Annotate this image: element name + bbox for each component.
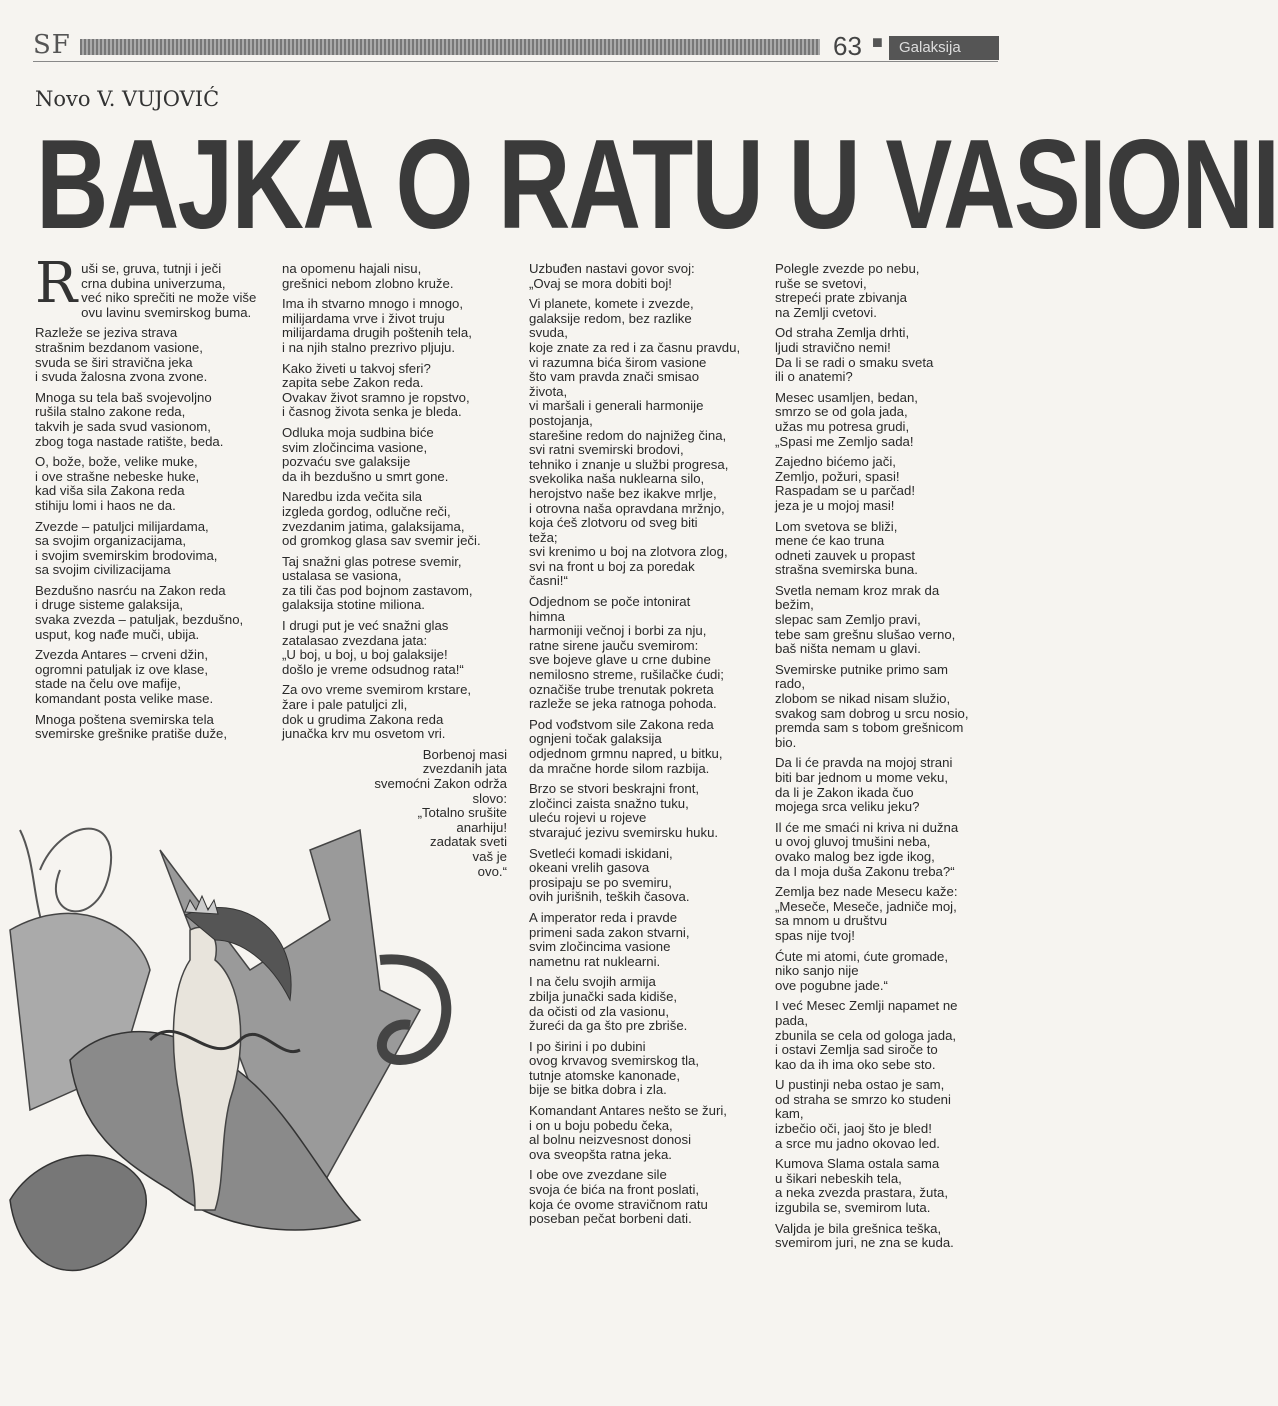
stanza: Vi planete, komete i zvezde, galaksije redom, bez razlike svuda, koje znate za red i za časnu pravdu, vi razumna bića širom vasione što vam pravda znači smisao života, vi maršali i generali harmonije postojanja, starešine redom do najnižeg čina, svi ratni svemirski brodovi, tehniko i znanje u službi progresa, svekolika naša nuklearna silo, herojstvo naše bez ikakve mrlje, i otrovna naša opravdana mržnjo, koja ćeš zlotvoru od sveg biti teža; svi krenimo u boj na zlotvora zlog, svi na front u boj za poredak časni!“ — [529, 296, 741, 589]
stanza: I po širini i po dubini ovog krvavog svemirskog tla, tutnje atomske kanonade, bije se bitka dobra i zla. — [529, 1038, 700, 1098]
stanza: I drugi put je već snažni glas zatalasao zvezdana jata: „U boj, u boj, u boj galaksije! došlo je vreme odsudnog rata!“ — [282, 618, 464, 677]
article-title: BAJKA O RATU U VASIONI — [36, 113, 1278, 257]
stanza: Kako živeti u takvoj sferi? zapita sebe Zakon reda. Ovakav život sramno je ropstvo, i časnog života senka je bleda. — [282, 360, 470, 420]
stanza: A imperator reda i pravde primeni sada zakon stvarni, svim zločincima vasione nametnu rat nuklearni. — [529, 909, 690, 969]
stanza: Zvezde – patuljci milijardama, sa svojim organizacijama, i svojim svemirskim brodovima, sa svojim civilizacijama — [35, 518, 218, 578]
stanza: Svetla nemam kroz mrak da bežim, slepac sam Zemljo pravi, tebe sam grešnu slušao verno, baš ništa nemam u glavi. — [775, 582, 956, 657]
page-number: 63 — [833, 31, 862, 61]
stanza: Naredbu izda večita sila izgleda gordog, odlučne reči, zvezdanim jatima, galaksijama, od gromkog glasa sav svemir ječi. — [282, 489, 481, 549]
stanza: Pod vođstvom sile Zakona reda ognjeni točak galaksija odjednom grmnu napred, u bitku, da mračne horde silom razbija. — [529, 716, 723, 776]
stanza: Svemirske putnike primo sam rado, zlobom se nikad nisam služio, svakog sam dobrog u srcu nosio, premda sam s tobom grešnicom bio. — [775, 661, 969, 750]
stanza: Zajedno bićemo jači, Zemljo, požuri, spasi! Raspadam se u parčad! jeza je u mojoj masi! — [775, 454, 916, 513]
drop-cap: R — [35, 251, 78, 316]
stanza: Mnoga poštena svemirska tela svemirske grešnike pratiše duže, — [35, 711, 228, 742]
stanza: I obe ove zvezdane sile svoja će bića na front poslati, koja će ovome stravičnom ratu poseban pečat borbeni dati. — [529, 1167, 708, 1227]
stanza: Od straha Zemlja drhti, ljudi stravično nemi! Da li se radi o smaku sveta ili o anatemi? — [775, 325, 934, 385]
stanza: Taj snažni glas potrese svemir, ustalasa se vasiona, za tili čas pod bojnom zastavom, galaksija stotine miliona. — [282, 553, 473, 613]
column-1 — [35, 251, 260, 748]
section-label: SF — [33, 30, 71, 60]
stanza: na opomenu hajali nisu, grešnici nebom zlobno kruže. — [282, 261, 454, 291]
stanza: Zemlja bez nade Mesecu kaže: „Meseče, Meseče, jadniče moj, sa mnom u društvu spas nije tvoj! — [775, 884, 958, 943]
bullet-icon: ■ — [872, 32, 883, 52]
column-2 — [282, 262, 507, 885]
header-pattern-bar — [80, 39, 820, 55]
stanza: Odluka moja sudbina biće svim zločincima vasione, pozvaću sve galaksije da ih bezdušno u smrt gone. — [282, 424, 449, 484]
author-name: Novo V. VUJOVIĆ — [35, 87, 220, 111]
stanza: Zvezda Antares – crveni džin, ogromni patuljak iz ove klase, stade na čelu ove mafije, komandant posta velike mase. — [35, 647, 214, 707]
stanza: Polegle zvezde po nebu, ruše se svetovi, strepeći prate zbivanja na Zemlji cvetovi. — [775, 261, 920, 320]
stanza: Odjednom se poče intonirat himna harmoniji večnoj i borbi za nju, ratne sirene jauču svemirom: sve bojeve glave u crne dubine nemilosno streme, rušilačke ćudi; označiše trube trenutak pokreta razleže se jeka ratnoga pohoda. — [529, 594, 724, 712]
stanza: Lom svetova se bliži, mene će kao truna odneti zauvek u propast strašna svemirska buna. — [775, 518, 918, 578]
stanza-right-aligned: Borbenoj masi zvezdanih jata svemoćni Zakon održa slovo: „Totalno srušite anarhiju! zadatak sveti vaš je ovo.“ — [374, 746, 507, 879]
stanza: Ruši se, gruva, tutnji i ječi crna dubina univerzuma, već niko sprečiti ne može više ovu lavinu svemirskog buma. — [35, 251, 257, 320]
stanza: Komandant Antares nešto se žuri, i on u boju pobedu čeka, al bolnu neizvesnost donosi ova sveopšta ratna jeka. — [529, 1103, 727, 1162]
dragon-illustration — [0, 810, 470, 1310]
stanza: Il će me smaći ni kriva ni dužna u ovoj gluvoj tmušini neba, ovako malog bez igde ikog, da I moja duša Zakonu treba?“ — [775, 819, 959, 879]
stanza: Da li će pravda na mojoj strani biti bar jednom u mome veku, da li je Zakon ikada čuo mojega srca veliku jeku? — [775, 755, 953, 815]
magazine-name: Galaksija — [889, 36, 999, 60]
stanza: Bezdušno nasrću na Zakon reda i druge sisteme galaksija, svaka zvezda – patuljak, bezdušno, usput, kog nađe muči, ubija. — [35, 582, 244, 642]
stanza: Za ovo vreme svemirom krstare, žare i pale patuljci zli, dok u grudima Zakona reda junačka krv mu osvetom vri. — [282, 682, 472, 742]
stanza: O, bože, bože, velike muke, i ove strašne nebeske huke, kad viša sila Zakona reda stihiju lomi i haos ne da. — [35, 454, 200, 513]
stanza: Valjda je bila grešnica teška, svemirom juri, ne zna se kuda. — [775, 1220, 954, 1251]
column-3 — [529, 262, 757, 1233]
stanza: Svetleći komadi iskidani, okeani vrelih gasova prosipaju se po svemiru, ovih jurišnih, teških časova. — [529, 845, 690, 905]
dragon-head — [10, 1155, 146, 1270]
stanza: Kumova Slama ostala sama u šikari nebeskih tela, a neka zvezda prastara, žuta, izgubila se, svemirom luta. — [775, 1156, 949, 1216]
stanza: Ćute mi atomi, ćute gromade, niko sanjo nije ove pogubne jade.“ — [775, 948, 948, 993]
stanza: I na čelu svojih armija zbilja junački sada kidiše, da očisti od zla vasionu, žureći da ga što pre zbriše. — [529, 974, 688, 1034]
stanza: Razleže se jeziva strava strašnim bezdanom vasione, svuda se širi stravična jeka i svuda žalosna zvona zvone. — [35, 325, 208, 385]
stanza: Mesec usamljen, bedan, smrzo se od gola jada, užas mu potresa grudi, „Spasi me Zemljo sada! — [775, 389, 918, 449]
stanza: Ima ih stvarno mnogo i mnogo, milijardama vrve i život truju milijardama drugih poštenih tela, i na njih stalno prezrivo pljuju. — [282, 296, 472, 355]
serpent-coil — [40, 829, 111, 912]
stanza: Mnoga su tela baš svojevoljno rušila stalno zakone reda, takvih je sada svud vasionom, zbog toga nastade ratište, beda. — [35, 389, 224, 449]
stanza: I već Mesec Zemlji napamet ne pada, zbunila se cela od gologa jada, i ostavi Zemlja sad siroče to kao da ih ima oko sebe sto. — [775, 998, 958, 1072]
column-4 — [775, 262, 1000, 1257]
stanza: Brzo se stvori beskrajni front, zločinci zaista snažno tuku, uleću rojevi u rojeve stvarajuć jezivu svemirsku huku. — [529, 781, 719, 840]
stanza: U pustinji neba ostao je sam, od straha se smrzo ko studeni kam, izbečio oči, jaoj što je bled! a srce mu jadno okovao led. — [775, 1077, 951, 1151]
stanza: Uzbuđen nastavi govor svoj: „Ovaj se mora dobiti boj! — [529, 261, 695, 291]
